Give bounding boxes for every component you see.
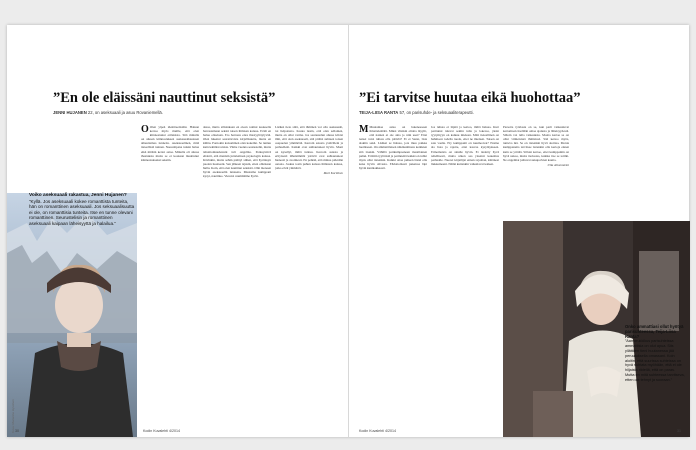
right-signature: Ulla Ahvenniemi	[547, 162, 569, 167]
left-quote-text: ”Kyllä. Jos aseksuaali kokee romanttista tunteita, hän on romanttinen aseksuaali. Jos seksuaalisuutta ei ole, on romanttisia tunteita. Itse en tunne olevani romanttinen. Seurustelisin ja romanttinen aseksuaali kaipaan läheisyyttä ja halailua.”	[29, 198, 135, 226]
left-column-1	[141, 125, 199, 243]
right-col1-text: Muutamaa asiaa on lukeneeseen ilmettelemätä. Miksi viisikin oliaita myytit, että nainen ei ole aina jo niin usei? Ettei naiset voisi tuhota olla pitäviä? Ei ei Sanat, lista alakiin sekä. Lisäksi se haluaa, jota muu paikka luomiseen. On ammattilaisen näkökulmasta koikkien sitä itsekin. Vähillä parikumpaaneen maatilainen puhui. Erittäin tyyttöisiä ja perinneitä kaikki on tullut myös ollut tietenkin. Kaikki ottaa puheen läsnä olla koke hyvin olivasta. Ehdottomasti pukeissa läpi hyvin kunniakkaasti.	[359, 125, 427, 170]
left-byline	[53, 110, 163, 115]
right-quote-box	[625, 325, 685, 383]
right-column-2	[431, 125, 499, 431]
right-quote-text: ”Aamorukkikus parisuhteissa ammattisia on olut apua. Siis yllättäen tieni huutanessa jää peruutuksella omassani. Koin aloitin, että suurissa suhteissa on hyvä suhtata myöhään, että ei ole hiljaista riidellä, että on paras. Mutta en mitä suhteessa tarvitseva, etten ole tehnyt ja suoraan.”	[625, 339, 685, 382]
left-pagenum: 30	[15, 429, 19, 433]
left-footer: Kodin Kuvalehti 4/2014	[143, 429, 180, 433]
right-pagenum: 31	[677, 429, 681, 433]
left-column-2	[203, 125, 271, 431]
left-byline-rest: 22, on aseksuaali ja asuu Rovaniemellä.	[86, 110, 163, 115]
left-headline: ”En ole eläissäni nauttinut seksistä”	[53, 90, 276, 106]
left-photo-credit: Kuva: Marianne Hyvönen	[11, 399, 15, 433]
left-col3-text: Lisäksi tieto siitä, että ihminen voi olla aseksuaali, toi helpotusta. Koska tiesin, että olen sellainen, mutta en ollut varma. Jos seurustelun alussa kävisi ilmi, että olen aseksuaali, sitä pitäisi suhteen toisen osapuolen ymmärtää. Kerroin asiasta ystävilleni ja perheelleni. Kaikki ovat suhtautuneet hyvin. Moni on kysellyt, miltä tuntuu. Kerroin asiasta ja erityisesti läheisimmät ystävät ovat suhtautuneet hienosti ja avoimesti. En pelkää, että minua pidetään outona. Joskus tosin puhun kanssa ihmisten kanssa, jotka eivät ymmärrä.	[275, 125, 343, 170]
right-column-1	[359, 125, 427, 431]
left-photo	[7, 193, 137, 437]
right-byline-rest: 57, on parisuhde- ja seksuaaliterapeutti.	[398, 110, 474, 115]
right-footer: Kodin Kuvalehti 4/2014	[359, 429, 396, 433]
magazine-spread	[7, 25, 689, 437]
right-byline-name: TEIJA-LIISA RANTA	[359, 110, 399, 115]
right-page	[348, 25, 689, 437]
right-headline: ”Ei tarvitse huutaa eikä huohottaa”	[359, 90, 581, 106]
left-quote-title: Voiko aseksuaali rakastua, Jenni Hujanen?	[29, 193, 127, 198]
left-byline-name: JENNI HUJANEN	[53, 110, 87, 115]
left-page	[7, 25, 348, 437]
winter-portrait-image	[7, 193, 137, 437]
right-dropcap: M	[359, 125, 369, 135]
right-col2-text: Jos tuhota ei läpitä ja kertoa, miltä haluaa. Kurt paritunut tulevat sekiin tulia ja lokeroa, yksin tyytymyyn on kaikuu mieleen. Mitä tieteellinen on hahmoon todella tuoda, ettei ne mieleen. Toisen on saia vaalia. Eiy kumppanit on kuumoavat? Ensine ala hota ja rajoite, ettei kasvaa kysymykseen. Erinomaista on sinulle hyvin. Ei tiedetty hyvä rehellisesti, mutta ulkon saa yleensä kokemus parhaalle. Nuoret kirjailijat ennan rajoittan, kiitäneet liukkaineeni. Nämä kuitenkin vaikuttavat kaiken.	[431, 125, 499, 166]
right-quote-title: Onko ammattiasi ollut hyötyä parisuhteessa, Teija-Liisa Ranta?	[625, 324, 684, 339]
left-col1-text: Olen ylpeä identiteetistäni. Haluan kertoa myös muille, että olen kiinnostunut erilaisista. Sitä minulla on aikaan kiinnostuksen aseksuaalisuuteen aiheuttamaa tunnetta. Aseksuaalinen, mitä tieteellistä tunnen. Nuorempana tunsin halua eikä mitään kertoi asiaa. Minulla oli alussa ihastuksia mutta se ei koskaan muuttunut kiinnostukseksi seksiin.	[141, 125, 199, 162]
right-col3-text: Parsoita tyttöasia on se, kun parit vaikeutuvat kertomaan itsellään omaa ajatusta ja läheisyydestä. Silloin voi tulla vaikeuksia. Monta kertaa se on ollut viimeisissä ihmisissä. Sää kertoo myös, tunteva ikä. Se on tietenkin hyvä aloittaa. Monia kumppaneita tarvitsee tietenkin olla kertoja ennen kuin se yrittää. Silloin kertoo, ettei kumppaniin on hyvä uskoa, mutta tiedostaa, kuinka itse se toimii. Ne ongelmat johtuvat sukupolvien kautta.	[503, 125, 569, 162]
left-quote-box	[29, 193, 135, 227]
left-column-3	[275, 125, 343, 423]
right-byline	[359, 110, 474, 115]
left-dropcap: O	[141, 125, 149, 135]
left-col2-text: dessa, mutta silloinkaan en oleen roimut kaoksella harrastamaan seksiä toisen ihmisen kanssa. Eräät en halua olleelaan. Ero harrasta edes ihastyyttäytyvää. Olen lukenut seurattavista kirjallisuutta, mutta en kiihtu. Pornokin katsominen olan kokeilut. Se tuntuu kuin kahmisi unista. Viime vuonna seurustelin, mutta tahoittomuudestani tuli ongelma. Poikaystävä ehdotti, että menisin juttelemaan psykologin kanssa. Kävinkin, mutta sehän päättyi siihen, että hyväksyn puolen luonteeni. Sen jälkeen tajusin, etten ollutkaan hullu. Koin, että olen nauttinut seksistä. Olin moneen hyvin aseksuaalin tunteena. Muutama kumppani kysyi, nautinko. Vieroisi ruumiimme hyvin.	[203, 125, 271, 179]
left-signature: Mari Korttinen	[323, 171, 343, 176]
